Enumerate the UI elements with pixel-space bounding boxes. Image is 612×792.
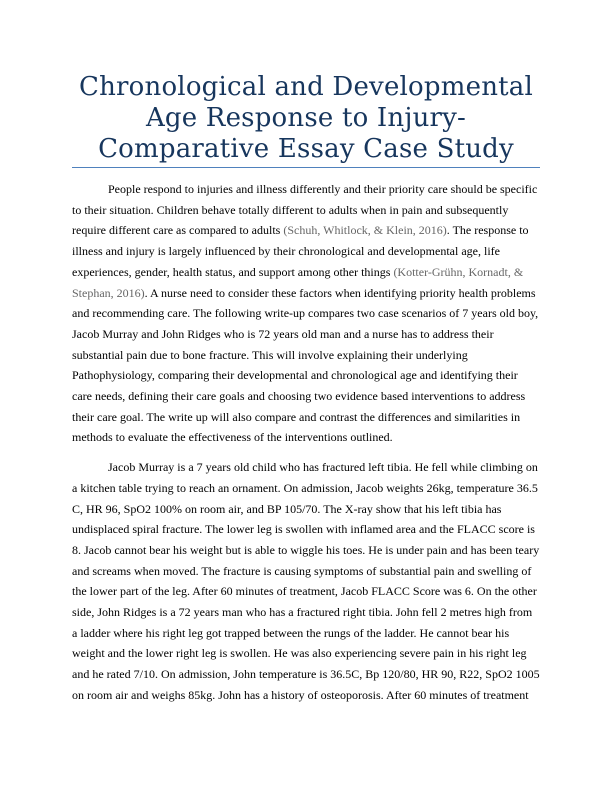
paragraph-case-scenarios [72,457,540,705]
paragraph-introduction [72,179,540,448]
title-divider [72,167,540,168]
document-title: Chronological and Developmental Age Response to Injury-Comparative Essay Case Study [78,72,533,164]
intro-text: People respond to injuries and illness differently and their priority care should be specific to their situation. Children behave totally different to adults when in pain and subsequently require different care as compared to adults [72,182,538,238]
document-body [72,179,540,706]
case-text: Jacob Murray is a 7 years old child who has fractured left tibia. He fell while climbing on a kitchen table trying to reach an ornament. On admission, Jacob weights 26kg, temperature 36.5 C, HR 96, SpO2 100% on room air, and BP 105/70. The X-ray show that his left tibia has undisplaced spiral fracture. The lower leg is swollen with inflamed area and the FLACC score is 8. Jacob cannot bear his weight but is able to wiggle his toes. He is under pain and has been teary and screams when moved. The fracture is causing symptoms of substantial pain and swelling of the lower part of the leg. After 60 minutes of treatment, Jacob FLACC Score was 6. On the other side, John Ridges is a 72 years man who has a fractured right tibia. John fell 2 metres high from a ladder where his right leg got trapped between the rungs of the ladder. He cannot bear his weight and the lower right leg is swollen. He was also experiencing severe pain in his right leg and he rated 7/10. On admission, John temperature is 36.5C, Bp 120/80, HR 90, R22, SpO2 1005 on room air and weighs 85kg. John has a history of osteoporosis. After 60 minutes of treatment [72,460,540,702]
intro-text: . The response to illness and injury is largely influenced by their chronological and developmental age, life experiences, gender, health status, and support among other things [72,223,529,279]
intro-text: . A nurse need to consider these factors when identifying priority health problems and recommending care. The following write-up compares two case scenarios of 7 years old boy, Jacob Murray and John Ridges who is 72 years old man and a nurse has to address their substantial pain due to bone fracture. This will involve explaining their underlying Pathophysiology, comparing their developmental and chronological age and identifying their care needs, defining their care goals and choosing two evidence based interventions to address their care goal. The write up will also compare and contrast the differences and similarities in methods to evaluate the effectiveness of the interventions outlined. [72,285,539,445]
citation-kotter-gruhn: (Kotter-Grühn, Kornadt, & Stephan, 2016) [72,264,524,300]
citation-schuh: (Schuh, Whitlock, & Klein, 2016) [283,223,447,238]
